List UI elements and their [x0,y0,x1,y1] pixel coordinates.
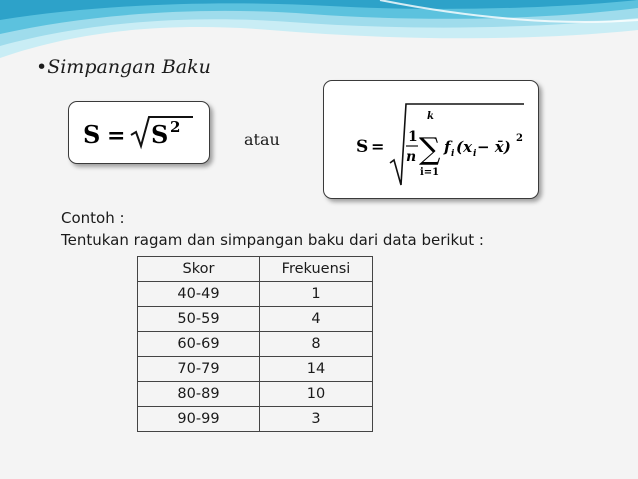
formula-simple-svg [69,102,209,163]
formula-full-equals: = [371,137,385,156]
formula-box-full [323,80,539,199]
table-row [138,282,373,307]
table-row [138,407,373,432]
formula-exponent: 2 [170,118,181,136]
paren-expr-start: (x [456,138,473,156]
cell-skor: 60-69 [138,332,260,357]
table-row [138,307,373,332]
sum-upper-limit: k [427,111,434,122]
term-f-subscript: i [451,149,455,159]
cell-skor: 40-49 [138,282,260,307]
example-block [61,207,484,251]
table-row [138,357,373,382]
table-row [138,332,373,357]
sum-lower-limit: i=1 [420,167,440,178]
header-skor: Skor [138,257,260,282]
formula-equals: = [107,123,126,149]
cell-frekuensi: 14 [260,357,373,382]
sigma-symbol: ∑ [419,132,441,167]
paren-expr-end: − x̄) [477,138,511,156]
fraction-denominator: n [406,149,417,165]
header-frekuensi: Frekuensi [260,257,373,282]
cell-skor: 50-59 [138,307,260,332]
or-text: atau [244,130,280,149]
term-f: f [444,138,451,156]
frequency-table [137,256,373,432]
fraction-numerator: 1 [408,129,418,145]
formula-full-exponent: 2 [516,133,523,144]
cell-frekuensi: 3 [260,407,373,432]
example-label: Contoh : [61,209,125,227]
cell-skor: 80-89 [138,382,260,407]
table-header-row [138,257,373,282]
cell-frekuensi: 4 [260,307,373,332]
cell-frekuensi: 10 [260,382,373,407]
cell-skor: 90-99 [138,407,260,432]
slide-title [36,56,211,78]
cell-frekuensi: 8 [260,332,373,357]
title-bullet: • [36,56,48,78]
formula-radicand: S [151,120,169,149]
formula-full-svg [324,81,538,198]
formula-full-lhs: S [356,137,369,157]
title-text: Simpangan Baku [47,56,211,78]
cell-frekuensi: 1 [260,282,373,307]
formula-box-simple [68,101,210,164]
table-row [138,382,373,407]
cell-skor: 70-79 [138,357,260,382]
formula-lhs: S [83,120,101,149]
example-instruction: Tentukan ragam dan simpangan baku dari data berikut : [61,231,484,249]
paren-subscript: i [473,149,477,159]
